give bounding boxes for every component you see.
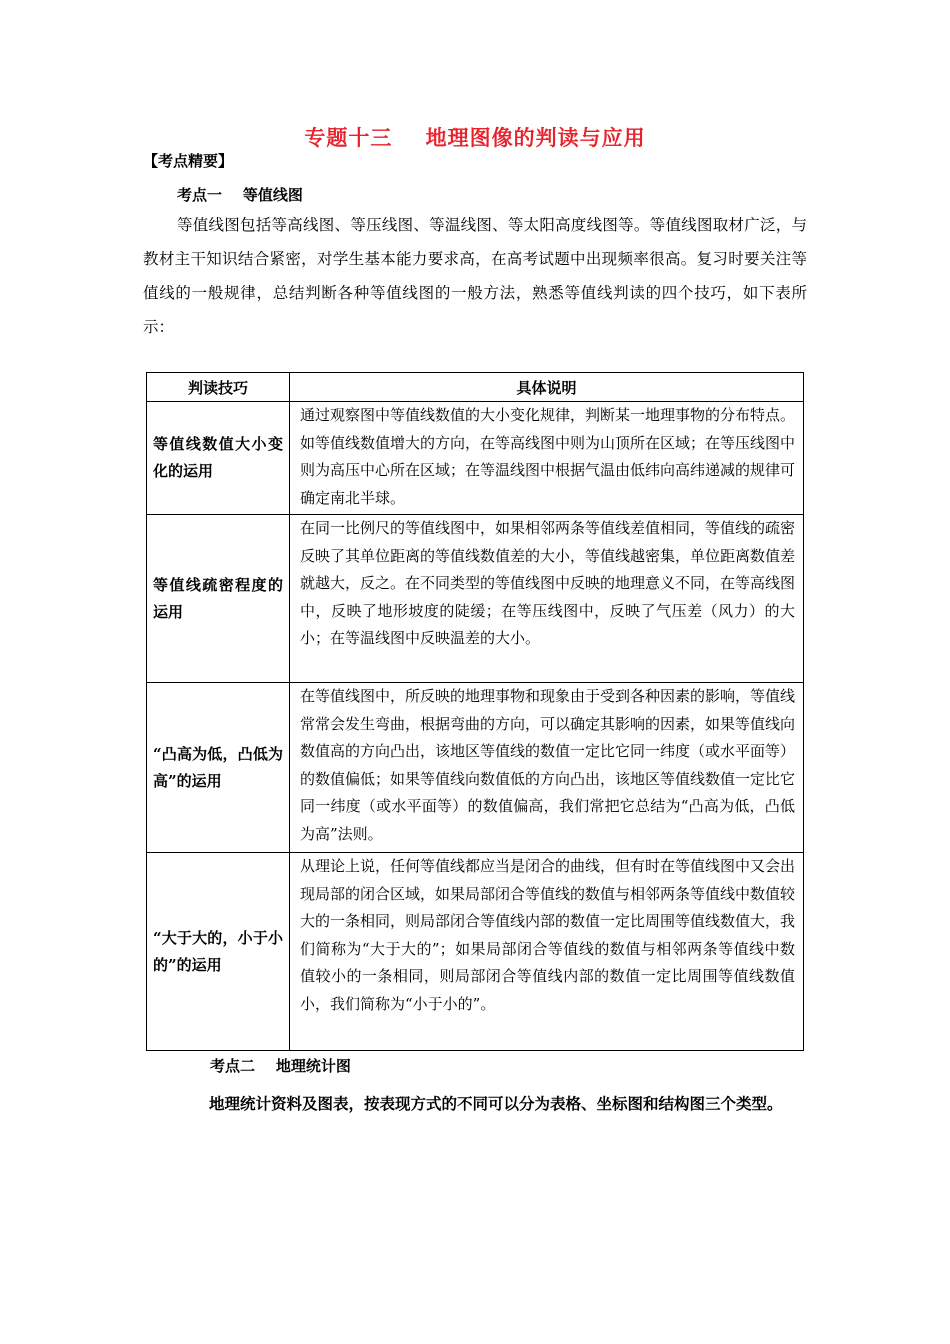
point1-intro: 等值线图包括等高线图、等压线图、等温线图、等太阳高度线图等。等值线图取材广泛，与教材主干知识结合紧密，对学生基本能力要求高，在高考试题中出现频率很高。复习时要关注等值线的一般规律，总结判断各种等值线图的一般方法，熟悉等值线判读的四个技巧，如下表所示： xyxy=(143,216,807,336)
table-header-row xyxy=(147,373,804,402)
techniques-table xyxy=(146,372,804,1051)
table-row xyxy=(147,515,804,683)
description-cell: 通过观察图中等值线数值的大小变化规律，判断某一地理事物的分布特点。如等值线数值增大的方向，在等高线图中则为山顶所在区域；在等压线图中则为高压中心所在区域；在等温线图中根据气温由低纬向高纬递减的规律可确定南北半球。 xyxy=(290,402,804,515)
table-row xyxy=(147,683,804,853)
header-technique: 判读技巧 xyxy=(147,373,290,402)
technique-cell: 等值线疏密程度的运用 xyxy=(147,515,290,683)
technique-cell: “凸高为低，凸低为高”的运用 xyxy=(147,683,290,853)
table-row xyxy=(147,402,804,515)
section-label: 【考点精要】 xyxy=(143,152,234,170)
page-title: 专题十三 地理图像的判读与应用 xyxy=(304,125,646,150)
header-description: 具体说明 xyxy=(290,373,804,402)
description-cell: 在同一比例尺的等值线图中，如果相邻两条等值线差值相同，等值线的疏密反映了其单位距离的等值线数值差的大小，等值线越密集，单位距离数值差就越大，反之。在不同类型的等值线图中反映的地理意义不同，在等高线图中，反映了地形坡度的陡缓；在等压线图中，反映了气压差（风力）的大小；在等温线图中反映温差的大小。 xyxy=(290,515,804,683)
technique-cell: 等值线数值大小变化的运用 xyxy=(147,402,290,515)
point2-text: 地理统计资料及图表，按表现方式的不同可以分为表格、坐标图和结构图三个类型。 xyxy=(209,1094,783,1113)
point1-heading: 考点一 等值线图 xyxy=(177,186,303,204)
point2-heading: 考点二 地理统计图 xyxy=(210,1057,351,1075)
description-cell: 从理论上说，任何等值线都应当是闭合的曲线，但有时在等值线图中又会出现局部的闭合区域，如果局部闭合等值线的数值与相邻两条等值线中数值较大的一条相同，则局部闭合等值线内部的数值一定比周围等值线数值大，我们简称为“大于大的”；如果局部闭合等值线的数值与相邻两条等值线中数值较小的一条相同，则局部闭合等值线内部的数值一定比周围等值线数值小，我们简称为“小于小的”。 xyxy=(290,853,804,1051)
technique-cell: “大于大的，小于小的”的运用 xyxy=(147,853,290,1051)
table-row xyxy=(147,853,804,1051)
description-cell: 在等值线图中，所反映的地理事物和现象由于受到各种因素的影响，等值线常常会发生弯曲，根据弯曲的方向，可以确定其影响的因素，如果等值线向数值高的方向凸出，该地区等值线的数值一定比它同一纬度（或水平面等）的数值偏低；如果等值线向数值低的方向凸出，该地区等值线数值一定比它同一纬度（或水平面等）的数值偏高，我们常把它总结为“凸高为低，凸低为高”法则。 xyxy=(290,683,804,853)
